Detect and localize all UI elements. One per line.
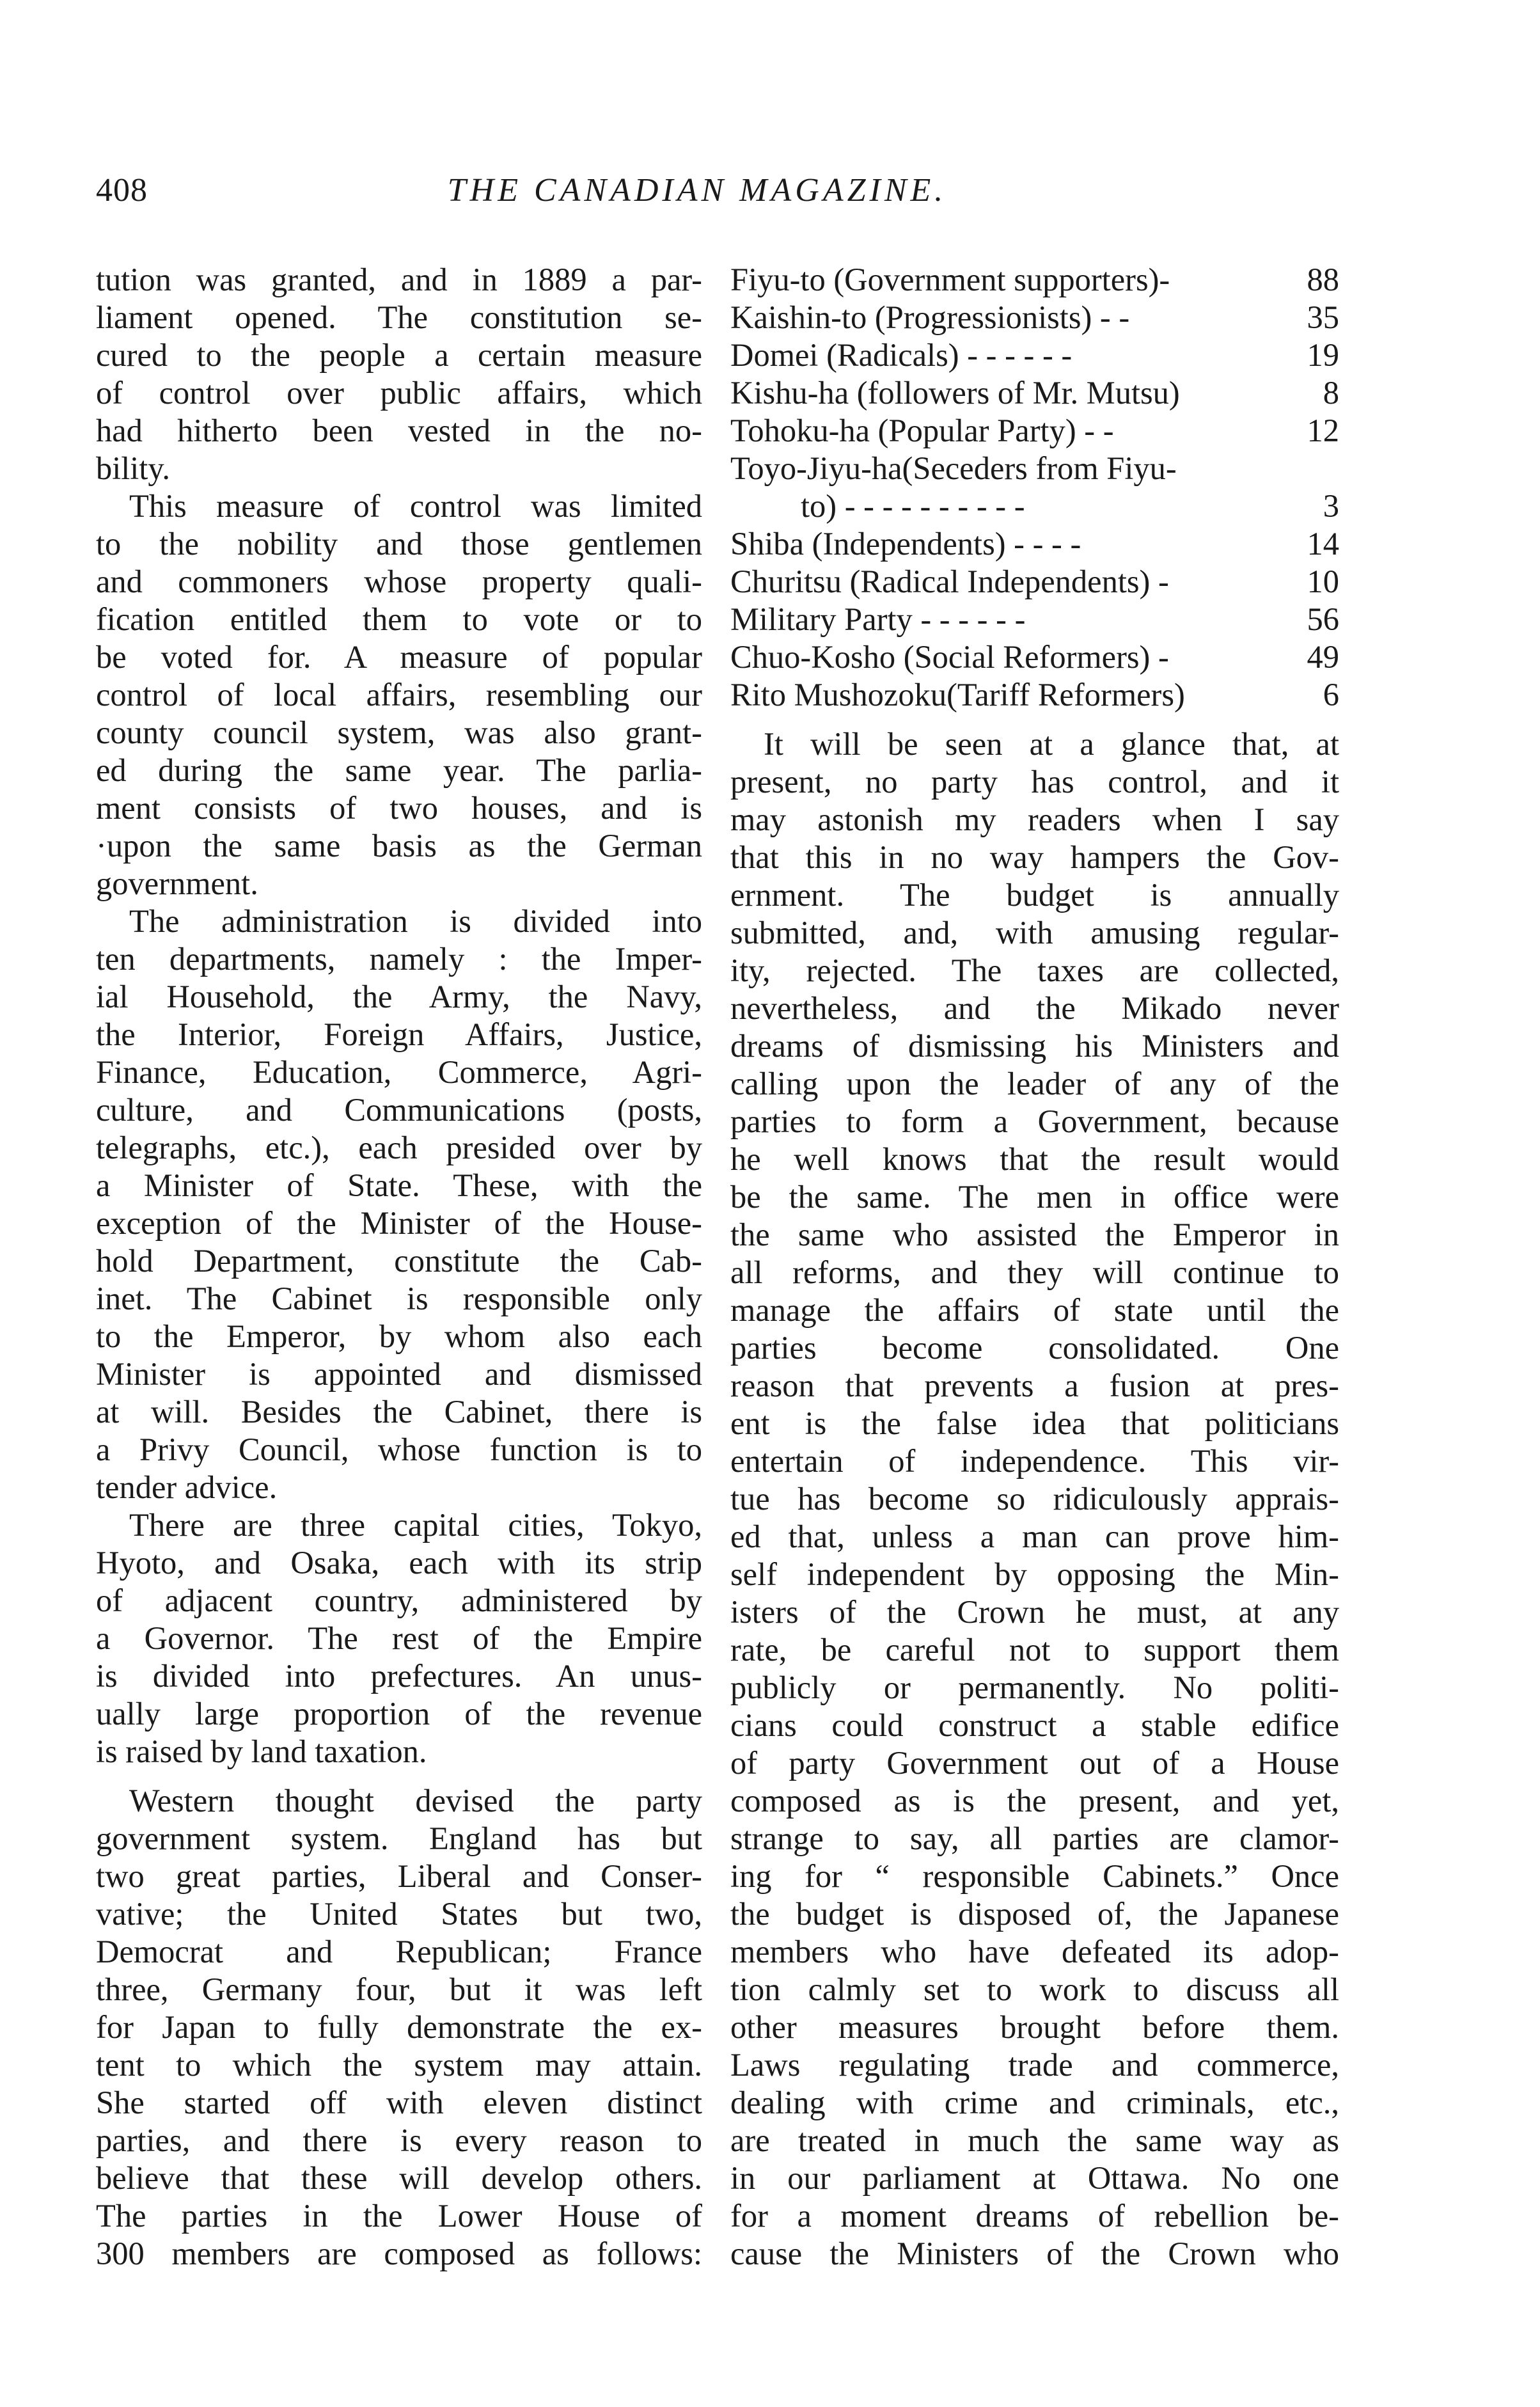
text-line: The parties in the Lower House of — [96, 2198, 702, 2234]
text-line: This measure of control was limited — [129, 488, 702, 524]
text-line: government. — [96, 865, 258, 901]
text-line: may astonish my readers when I say — [730, 801, 1339, 837]
party-row — [730, 676, 1339, 714]
left-column — [96, 261, 702, 2273]
text-line: tution was granted, and in 1889 a par- — [96, 262, 702, 297]
text-line: for a moment dreams of rebellion be- — [730, 2198, 1339, 2234]
party-seats: 49 — [1307, 639, 1339, 675]
text-line: ten departments, namely : the Imper- — [96, 941, 702, 977]
text-line: two great parties, Liberal and Conser- — [96, 1858, 702, 1894]
text-line: be voted for. A measure of popular — [96, 639, 702, 675]
text-line: reason that prevents a fusion at pres- — [730, 1368, 1339, 1403]
party-row — [730, 299, 1339, 336]
text-line: She started off with eleven distinct — [96, 2085, 702, 2120]
text-line: present, no party has control, and it — [730, 764, 1339, 800]
text-line: inet. The Cabinet is responsible only — [96, 1281, 702, 1316]
party-row — [730, 563, 1339, 601]
text-line: are treated in much the same way as — [730, 2122, 1339, 2158]
party-name: Shiba (Independents) - - - - — [730, 526, 1081, 562]
text-line: Democrat and Republican; France — [96, 1934, 702, 1969]
text-line: cians could construct a stable edifice — [730, 1707, 1339, 1743]
party-row — [730, 525, 1339, 563]
text-line: nevertheless, and the Mikado never — [730, 990, 1339, 1026]
party-name: Kishu-ha (followers of Mr. Mutsu) — [730, 375, 1180, 411]
text-line: Western thought devised the party — [129, 1783, 702, 1819]
party-row — [730, 261, 1339, 299]
text-line: he well knows that the result would — [730, 1141, 1339, 1177]
text-line: to the nobility and those gentlemen — [96, 526, 702, 562]
party-row — [730, 601, 1339, 638]
text-line: be the same. The men in office were — [730, 1179, 1339, 1215]
text-line: Laws regulating trade and commerce, — [730, 2047, 1339, 2083]
party-seats: 6 — [1323, 677, 1339, 713]
party-name: Military Party - - - - - - — [730, 601, 1026, 637]
text-line: vative; the United States but two, — [96, 1896, 702, 1932]
text-line: Minister is appointed and dismissed — [96, 1356, 702, 1392]
text-line: entertain of independence. This vir- — [730, 1443, 1339, 1479]
text-line: ial Household, the Army, the Navy, — [96, 979, 702, 1014]
text-line: members who have defeated its adop- — [730, 1934, 1339, 1969]
party-seats: 14 — [1307, 526, 1339, 562]
text-line: The administration is divided into — [129, 903, 702, 939]
text-line: ent is the false idea that politicians — [730, 1405, 1339, 1441]
text-line: for Japan to fully demonstrate the ex- — [96, 2009, 702, 2045]
text-line: ity, rejected. The taxes are collected, — [730, 952, 1339, 988]
party-seats: 10 — [1307, 564, 1339, 599]
text-line: the budget is disposed of, the Japanese — [730, 1896, 1339, 1932]
party-row — [730, 487, 1339, 525]
text-line: self independent by opposing the Min- — [730, 1556, 1339, 1592]
text-line: in our parliament at Ottawa. No one — [730, 2160, 1339, 2196]
text-line: of control over public affairs, which — [96, 375, 702, 411]
text-line: government system. England has but — [96, 1820, 702, 1856]
text-line: There are three capital cities, Tokyo, — [129, 1507, 702, 1543]
party-seats: 8 — [1323, 375, 1339, 411]
page-number: 408 — [96, 172, 148, 209]
text-line: ed during the same year. The parlia- — [96, 752, 702, 788]
text-line: a Privy Council, whose function is to — [96, 1432, 702, 1467]
text-line: the same who assisted the Emperor in — [730, 1217, 1339, 1252]
text-line: other measures brought before them. — [730, 2009, 1339, 2045]
party-name: Kaishin-to (Progressionists) - - — [730, 299, 1130, 335]
party-seats: 88 — [1307, 262, 1339, 297]
text-line: and commoners whose property quali- — [96, 564, 702, 599]
text-line: dreams of dismissing his Ministers and — [730, 1028, 1339, 1064]
party-name: Domei (Radicals) - - - - - - — [730, 337, 1072, 373]
party-name: to) - - - - - - - - - - — [801, 488, 1025, 524]
party-row — [730, 336, 1339, 374]
text-line: telegraphs, etc.), each presided over by — [96, 1130, 702, 1165]
text-line: dealing with crime and criminals, etc., — [730, 2085, 1339, 2120]
text-line: tender advice. — [96, 1469, 278, 1505]
text-line: liament opened. The constitution se- — [96, 299, 702, 335]
party-seats: 35 — [1307, 299, 1339, 335]
text-line: ernment. The budget is annually — [730, 877, 1339, 913]
text-line: three, Germany four, but it was left — [96, 1971, 702, 2007]
party-seats: 19 — [1307, 337, 1339, 373]
text-line: ually large proportion of the revenue — [96, 1696, 702, 1732]
text-line: of party Government out of a House — [730, 1745, 1339, 1781]
party-name: Tohoku-ha (Popular Party) - - — [730, 413, 1114, 448]
text-line: ed that, unless a man can prove him- — [730, 1519, 1339, 1554]
text-line: had hitherto been vested in the no- — [96, 413, 702, 448]
text-line: It will be seen at a glance that, at — [764, 726, 1339, 762]
right-column-text — [730, 725, 1339, 2273]
text-line: hold Department, constitute the Cab- — [96, 1243, 702, 1279]
text-line: to the Emperor, by whom also each — [96, 1318, 702, 1354]
text-line: culture, and Communications (posts, — [96, 1092, 702, 1128]
text-line: 300 members are composed as follows: — [96, 2236, 702, 2271]
text-line: the Interior, Foreign Affairs, Justice, — [96, 1016, 702, 1052]
text-line: tion calmly set to work to discuss all — [730, 1971, 1339, 2007]
party-name: Churitsu (Radical Independents) - — [730, 564, 1169, 599]
text-line: isters of the Crown he must, at any — [730, 1594, 1339, 1630]
party-seats: 56 — [1307, 601, 1339, 637]
text-line: is raised by land taxation. — [96, 1733, 427, 1769]
running-title: THE CANADIAN MAGAZINE. — [447, 172, 947, 209]
party-name: Chuo-Kosho (Social Reformers) - — [730, 639, 1169, 675]
text-line: ·upon the same basis as the German — [96, 828, 702, 864]
text-line: parties become consolidated. One — [730, 1330, 1339, 1366]
party-seat-table — [730, 261, 1339, 714]
right-column — [730, 261, 1339, 2273]
party-name: Rito Mushozoku(Tariff Reformers) — [730, 677, 1185, 713]
text-line: ing for “ responsible Cabinets.” Once — [730, 1858, 1339, 1894]
text-line: tue has become so ridiculously apprais- — [730, 1481, 1339, 1517]
text-line: a Minister of State. These, with the — [96, 1167, 702, 1203]
text-line: that this in no way hampers the Gov- — [730, 839, 1339, 875]
text-line: Finance, Education, Commerce, Agri- — [96, 1054, 702, 1090]
party-row — [730, 412, 1339, 450]
text-line: tent to which the system may attain. — [96, 2047, 702, 2083]
party-name: Toyo-Jiyu-ha(Seceders from Fiyu- — [730, 450, 1177, 486]
text-line: strange to say, all parties are clamor- — [730, 1820, 1339, 1856]
text-line: Hyoto, and Osaka, each with its strip — [96, 1545, 702, 1581]
text-line: rate, be careful not to support them — [730, 1632, 1339, 1668]
text-line: all reforms, and they will continue to — [730, 1254, 1339, 1290]
party-seats: 12 — [1307, 413, 1339, 448]
text-line: a Governor. The rest of the Empire — [96, 1620, 702, 1656]
text-line: submitted, and, with amusing regular- — [730, 915, 1339, 951]
party-row — [730, 450, 1339, 487]
text-line: composed as is the present, and yet, — [730, 1783, 1339, 1819]
text-line: parties, and there is every reason to — [96, 2122, 702, 2158]
text-line: ment consists of two houses, and is — [96, 790, 702, 826]
text-line: publicly or permanently. No politi- — [730, 1669, 1339, 1705]
text-line: control of local affairs, resembling our — [96, 677, 702, 713]
text-line: cured to the people a certain measure — [96, 337, 702, 373]
text-line: exception of the Minister of the House- — [96, 1205, 702, 1241]
party-name: Fiyu-to (Government supporters)- — [730, 262, 1170, 297]
text-line: is divided into prefectures. An unus- — [96, 1658, 702, 1694]
text-line: county council system, was also grant- — [96, 714, 702, 750]
text-line: believe that these will develop others. — [96, 2160, 702, 2196]
text-line: bility. — [96, 450, 170, 486]
text-line: fication entitled them to vote or to — [96, 601, 702, 637]
text-line: manage the affairs of state until the — [730, 1292, 1339, 1328]
text-line: of adjacent country, administered by — [96, 1582, 702, 1618]
text-line: parties to form a Government, because — [730, 1103, 1339, 1139]
page-header — [96, 171, 1337, 223]
text-line: cause the Ministers of the Crown who — [730, 2236, 1339, 2271]
party-row — [730, 638, 1339, 676]
party-seats: 3 — [1323, 488, 1339, 524]
text-line: calling upon the leader of any of the — [730, 1066, 1339, 1101]
party-row — [730, 374, 1339, 412]
text-line: at will. Besides the Cabinet, there is — [96, 1394, 702, 1430]
